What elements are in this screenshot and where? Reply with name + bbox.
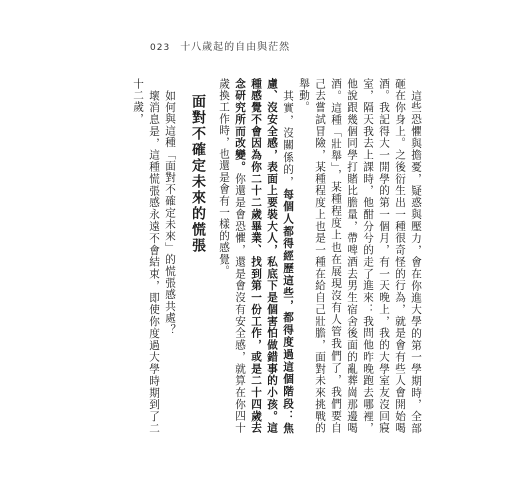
paragraph-2-lead: 其實，沒關係的， xyxy=(282,89,294,189)
paragraph-2-emphasis: 每個人都得經歷這些，都得度過這個階段：焦慮、沒安全感，表面上要裝大人，私底下是個害怕做錯事的小孩。這種感覺不會因為你二十二歲畢業、找到第一份工作，或是二十四歲去念研究所而改變。 xyxy=(234,78,294,434)
paragraph-4: 壞消息是，這種慌張感永遠不會結束，即使你度過大學時期到了二十二歲， xyxy=(132,78,160,434)
running-header xyxy=(150,38,290,53)
section-heading: 面對不確定未來的慌張 xyxy=(190,94,206,254)
paragraph-2 xyxy=(216,78,296,434)
paragraph-2-tail: 你還是會恐懼，還是會沒有安全感，就算在你四十歲換工作時，也還是會有一樣的感覺。 xyxy=(218,78,246,434)
vertical-text-body xyxy=(132,78,424,434)
page-number: 023 xyxy=(150,43,171,53)
paragraph-3: 如何與這種「面對不確定未來」的慌張感共處？ xyxy=(164,89,176,336)
paragraph-1: 這些恐懼與擔憂，疑惑與壓力，會在你進大學的第一學期時，全部砸在你身上。之後衍生出一種很奇怪的行為，就是會有些人會開始喝酒。我記得大一開學的第一個月，有一天晚上，我的大學室友沒回寢室，隔天我去上課時，他酣分兮的走了進來：我問他昨晚跑去哪裡，他說跟幾個同學打賭比膽量，帶啤酒去男生宿舍後面的亂葬崗那邊喝酒。這種「壯舉」，某種程度上也在展現沒有人管我們了，我們要自己去嘗試冒險，某種程度上也是一種在給自己壯膽，面對未來挑戰的舉動。 xyxy=(298,78,422,434)
running-title: 十八歲起的自由與茫然 xyxy=(180,42,291,53)
